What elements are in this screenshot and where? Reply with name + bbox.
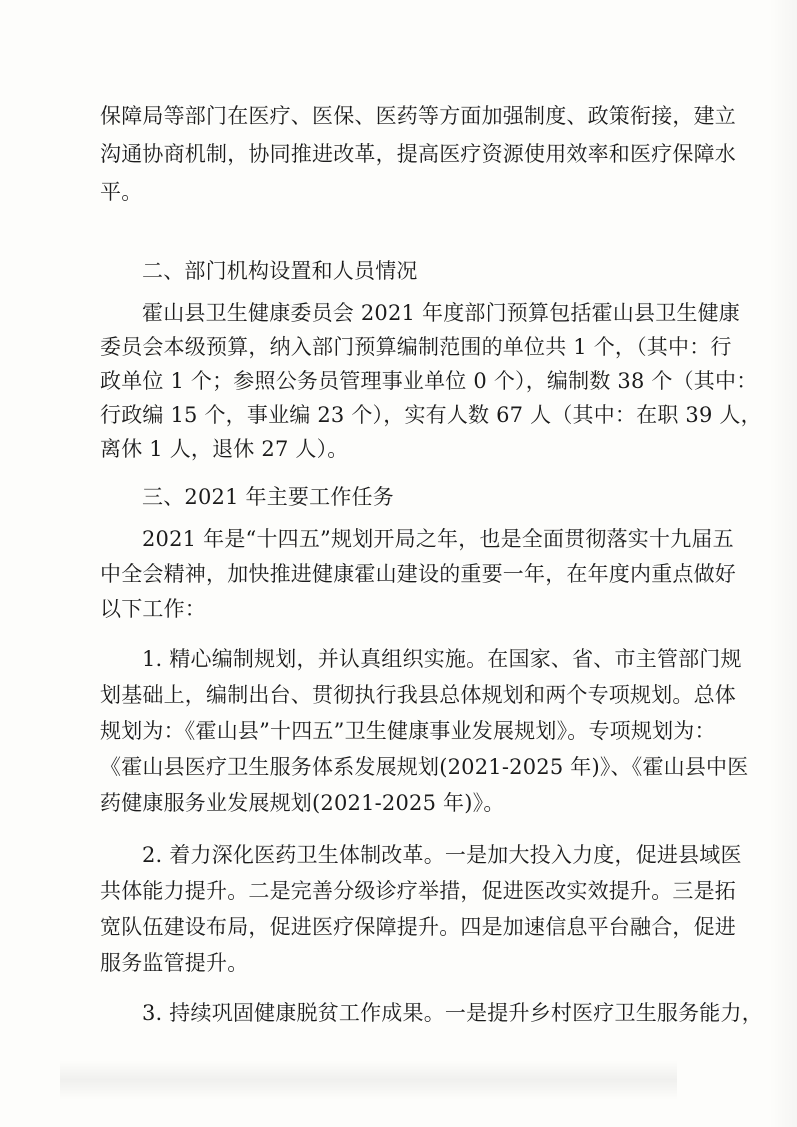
text-line: 药健康服务业发展规划(2021-2025 年)》。 — [100, 791, 505, 815]
text-line: 规划为：《霍山县”十四五”卫生健康事业发展规划》。专项规划为： — [100, 719, 716, 743]
text-line: 委员会本级预算，纳入部门预算编制范围的单位共 1 个，（其中：行 — [100, 335, 732, 359]
text-line: 宽队伍建设布局，促进医疗保障提升。四是加速信息平台融合，促进 — [100, 915, 736, 939]
text-line: 政单位 1 个；参照公务员管理事业单位 0 个），编制数 38 个（其中： — [100, 369, 758, 393]
work-item-3 — [100, 1000, 763, 1026]
text-line: 保障局等部门在医疗、医保、医药等方面加强制度、政策衔接，建立 — [100, 104, 736, 128]
page-edge-shadow — [769, 0, 797, 1127]
work-item-2 — [100, 842, 742, 976]
intro-paragraph — [100, 103, 736, 205]
text-line: 离休 1 人，退休 27 人）。 — [100, 437, 349, 461]
text-line: 霍山县卫生健康委员会 2021 年度部门预算包括霍山县卫生健康 — [142, 301, 740, 325]
text-line: 1. 精心编制规划，并认真组织实施。在国家、省、市主管部门规 — [142, 647, 742, 671]
section-2 — [100, 258, 702, 284]
scan-artifact — [60, 1060, 677, 1100]
text-line: 划基础上，编制出台、贯彻执行我县总体规划和两个专项规划。总体 — [100, 683, 736, 707]
text-line: 行政编 15 个，事业编 23 个），实有人数 67 人（其中：在职 39 人， — [100, 403, 762, 427]
work-item-1 — [100, 646, 749, 816]
text-line: 3. 持续巩固健康脱贫工作成果。一是提升乡村医疗卫生服务能力， — [142, 1001, 763, 1025]
section-2-paragraph — [100, 300, 762, 462]
section-3 — [100, 484, 702, 510]
text-line: 2. 着力深化医药卫生体制改革。一是加大投入力度，促进县域医 — [142, 843, 742, 867]
text-line: 2021 年是“十四五”规划开局之年，也是全面贯彻落实十九届五 — [142, 527, 734, 551]
text-line: 以下工作： — [100, 597, 206, 621]
text-line: 中全会精神，加快推进健康霍山建设的重要一年，在年度内重点做好 — [100, 562, 736, 586]
section-heading: 二、部门机构设置和人员情况 — [142, 259, 418, 283]
section-heading: 三、2021 年主要工作任务 — [142, 485, 394, 509]
text-line: 共体能力提升。二是完善分级诊疗举措，促进医改实效提升。三是拓 — [100, 879, 736, 903]
text-line: 《霍山县医疗卫生服务体系发展规划(2021-2025 年)》、《霍山县中医 — [100, 755, 749, 779]
text-line: 服务监管提升。 — [100, 951, 249, 975]
text-line: 沟通协商机制，协同推进改革，提高医疗资源使用效率和医疗保障水 — [100, 142, 736, 166]
text-line: 平。 — [100, 180, 143, 204]
section-3-intro — [100, 526, 736, 622]
